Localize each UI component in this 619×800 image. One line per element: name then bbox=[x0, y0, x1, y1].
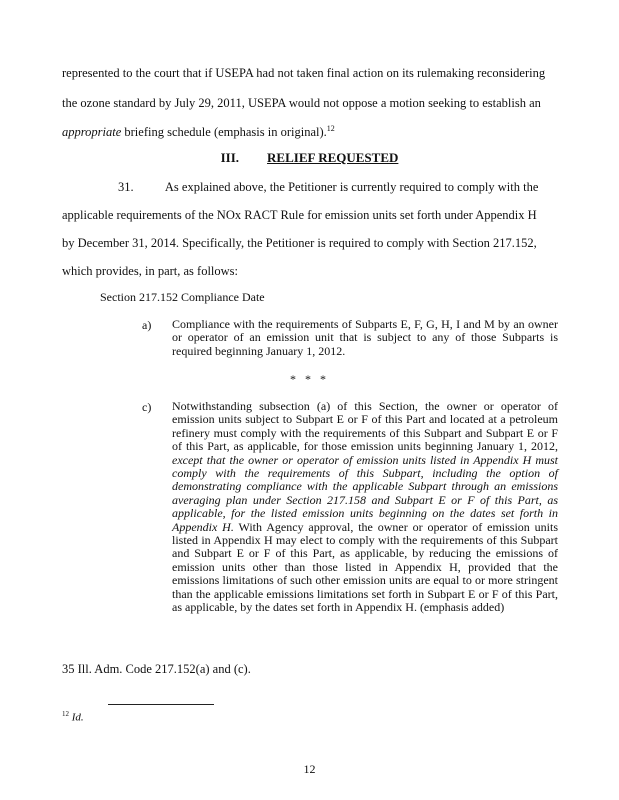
subsection-a-text: Compliance with the requirements of Subparts E, F, G, H, I and M by an owner or operator of an emission unit that is subject to any of those Subparts is required beginning January 1, 2012. bbox=[172, 317, 558, 358]
subsection-c-label: c) bbox=[142, 400, 152, 414]
subsection-c-emphasis: except that the owner or operator of emission units listed in Appendix H must comply with the requirements of this Subpart, including the option of demonstrating compliance with the applicable Subpart through an emissions averaging plan under Section 217.158 and Subpart E or F of this Part, as applicable, for the listed emission units beginning on the dates set forth in Appendix H. bbox=[172, 452, 558, 534]
carryover-line-3-rest: briefing schedule (emphasis in original). bbox=[121, 125, 327, 140]
paragraph-31-line-2: applicable requirements of the NOx RACT Rule for emission units set forth under Appendix H bbox=[62, 208, 537, 222]
quoted-section-title: Section 217.152 Compliance Date bbox=[100, 290, 265, 304]
paragraph-31-line-1: 31. As explained above, the Petitioner is currently required to comply with the bbox=[118, 180, 539, 194]
footnote-reference: 12 bbox=[326, 124, 335, 133]
subsection-c-part-2: With Agency approval, the owner or operator of emission units listed in Appendix H may elect to comply with the requirements of this Subpart and Subpart E or F of this Part, as applicable, by reducing the emissions of emission units other than those listed in Appendix H, provided that the emissions limitations of such other emission units are equal to or more stringent than the applicable emissions limitations set forth in Subpart E or F of this Part, as applicable, by the dates set forth in Appendix H. (emphasis added) bbox=[172, 519, 558, 615]
subsection-c-text bbox=[172, 400, 558, 615]
paragraph-31-line-3: by December 31, 2014. Specifically, the Petitioner is required to comply with Section 217.152, bbox=[62, 236, 537, 250]
footnote-marker: 12 bbox=[62, 710, 69, 718]
heading-number: III. bbox=[220, 150, 240, 165]
carryover-line-1: represented to the court that if USEPA had not taken final action on its rulemaking reconsidering bbox=[62, 66, 546, 80]
footnote-text: Id. bbox=[71, 711, 84, 724]
ellipsis: * * * bbox=[290, 372, 329, 386]
page-number: 12 bbox=[303, 762, 316, 776]
carryover-line-2: the ozone standard by July 29, 2011, USEPA would not oppose a motion seeking to establish an bbox=[62, 96, 541, 110]
carryover-line-3 bbox=[62, 124, 335, 140]
footnote bbox=[62, 710, 84, 724]
subsection-c-part-1: Notwithstanding subsection (a) of this Section, the owner or operator of emission units subject to Subpart E or F of this Part and located at a petroleum refinery must comply with the requirements of this Subpart and Subpart E or F of this Part, as applicable, for those emission units beginning January 1, 2012, bbox=[172, 399, 558, 454]
footnote-divider bbox=[108, 704, 214, 705]
citation: 35 Ill. Adm. Code 217.152(a) and (c). bbox=[62, 662, 251, 676]
paragraph-31-line-4: which provides, in part, as follows: bbox=[62, 264, 239, 278]
emphasis-appropriate: appropriate bbox=[62, 125, 122, 140]
section-heading bbox=[0, 150, 619, 166]
heading-title: RELIEF REQUESTED bbox=[267, 150, 399, 165]
subsection-a-label: a) bbox=[142, 318, 152, 332]
